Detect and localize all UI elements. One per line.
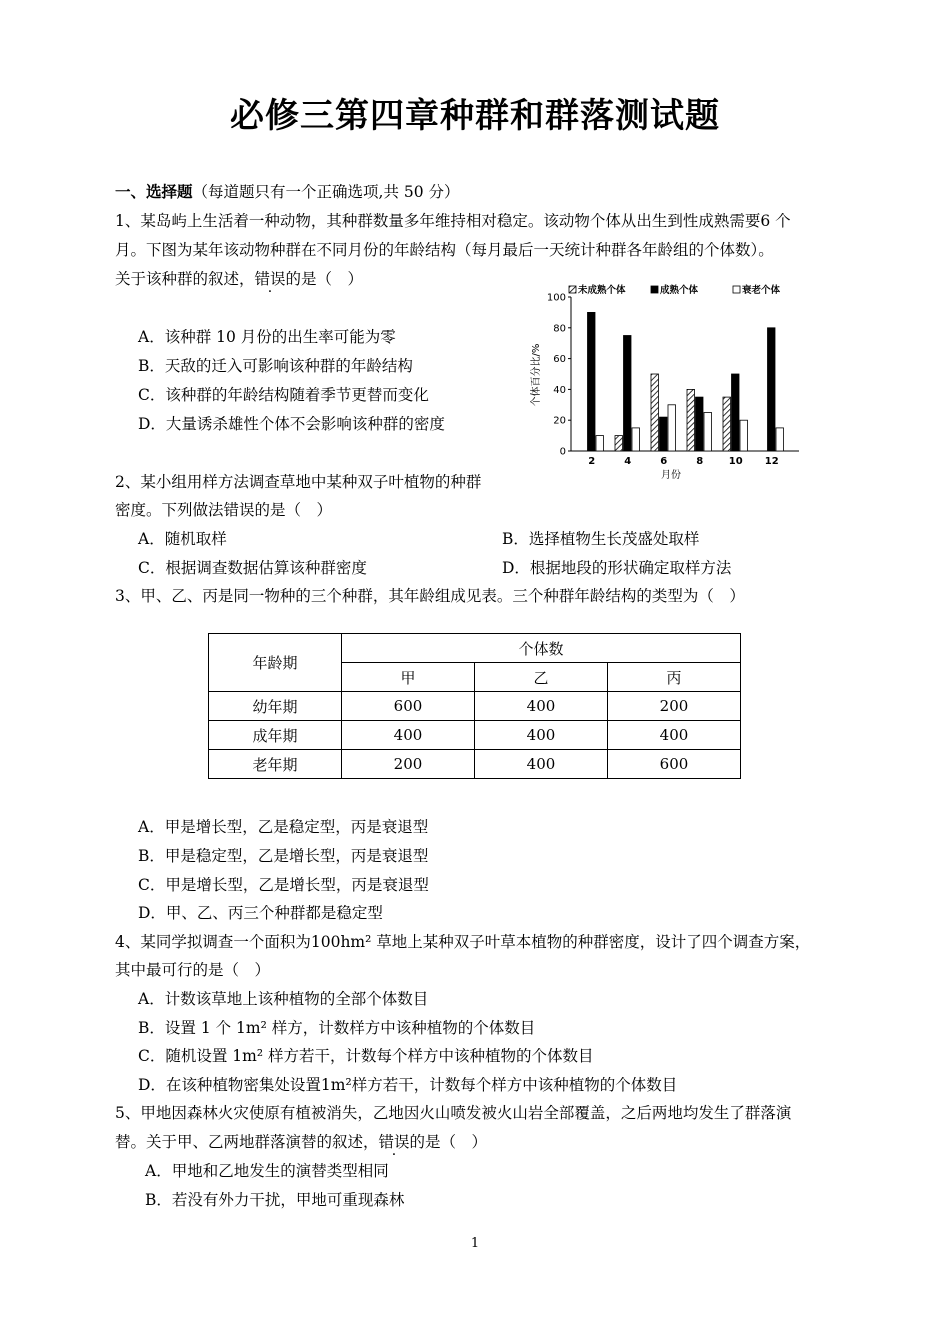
table-cell: 600 <box>608 750 741 779</box>
table-cell: 200 <box>608 692 741 721</box>
q1-line1: 1、某岛屿上生活着一种动物，其种群数量多年维持相对稳定。该动物个体从出生到性成熟需要6 个 <box>115 212 791 230</box>
bar <box>668 405 676 451</box>
legend-label: 未成熟个体 <box>578 285 626 296</box>
row-label: 老年期 <box>209 750 342 779</box>
q3-option-a: A．甲是增长型，乙是稳定型，丙是衰退型 <box>138 818 429 836</box>
q2-option-c: C．根据调查数据估算该种群密度 <box>138 559 367 577</box>
row-label: 幼年期 <box>209 692 342 721</box>
q5-stem: 替。关于甲、乙两地群落演替的叙述， <box>115 1133 379 1151</box>
q3-option-b: B．甲是稳定型，乙是增长型，丙是衰退型 <box>138 847 429 865</box>
q4-line1: 4、某同学拟调查一个面积为100hm² 草地上某种双子叶草本植物的种群密度，设计了四个调查方案， <box>115 933 811 951</box>
row-label: 成年期 <box>209 721 342 750</box>
x-tick-label: 12 <box>764 456 779 467</box>
q1-option-a: A．该种群 10 月份的出生率可能为零 <box>138 328 396 346</box>
table-cell: 400 <box>475 750 608 779</box>
q3-line1: 3、甲、乙、丙是同一物种的三个种群，其年龄组成见表。三个种群年龄结构的类型为（ ） <box>115 587 745 605</box>
q1-emphasis: 错误 <box>254 270 286 288</box>
q1-stem: 关于该种群的叙述， <box>115 270 255 288</box>
y-tick-label: 0 <box>559 446 566 458</box>
table-corner: 年龄期 <box>209 634 342 692</box>
y-tick-label: 40 <box>553 384 566 396</box>
x-tick-label: 10 <box>728 456 743 467</box>
table-row <box>209 692 741 721</box>
bar <box>776 428 784 451</box>
section-title: 一、选择题 <box>115 182 193 201</box>
bar <box>732 374 740 451</box>
bar <box>704 413 712 452</box>
bar <box>768 328 776 451</box>
table-group-header: 个体数 <box>342 634 741 663</box>
page-title: 必修三第四章种群和群落测试题 <box>230 96 720 136</box>
q2-option-b: B．选择植物生长茂盛处取样 <box>502 530 700 548</box>
q2-line2: 密度。下列做法错误的是（ ） <box>115 501 333 519</box>
bar <box>660 417 668 451</box>
q5-option-b: B．若没有外力干扰，甲地可重现森林 <box>145 1191 405 1209</box>
y-axis-label: 个体百分比/% <box>531 343 542 407</box>
q5-line2 <box>115 1130 487 1152</box>
x-tick-label: 2 <box>588 456 596 467</box>
q1-line2: 月。下图为某年该动物种群在不同月份的年龄结构（每月最后一天统计种群各年龄组的个体数）。 <box>115 241 774 259</box>
table-cell: 400 <box>475 721 608 750</box>
bar <box>740 420 748 451</box>
q5-line1: 5、甲地因森林火灾使原有植被消失，乙地因火山喷发被火山岩全部覆盖，之后两地均发生了群落演 <box>115 1104 792 1122</box>
q1-option-b: B．天敌的迁入可影响该种群的年龄结构 <box>138 357 413 375</box>
table-col-header: 甲 <box>342 663 475 692</box>
table-col-header: 丙 <box>608 663 741 692</box>
table-cell: 400 <box>608 721 741 750</box>
q5-emphasis: 错误 <box>378 1133 410 1151</box>
x-axis-label: 月份 <box>661 470 681 481</box>
table-row <box>209 750 741 779</box>
age-table <box>208 633 741 779</box>
chart-legend <box>569 284 781 296</box>
y-tick-label: 60 <box>553 354 566 366</box>
table-cell: 400 <box>475 692 608 721</box>
q4-option-d: D．在该种植物密集处设置1m²样方若干，计数每个样方中该种植物的个体数目 <box>138 1076 678 1094</box>
q4-option-b: B．设置 1 个 1m² 样方，计数样方中该种植物的个体数目 <box>138 1019 536 1037</box>
q4-line2: 其中最可行的是（ ） <box>115 961 271 979</box>
bar <box>632 428 640 451</box>
table-cell: 400 <box>342 721 475 750</box>
y-tick-label: 80 <box>553 323 566 335</box>
age-structure-chart <box>525 280 800 485</box>
q2-line1: 2、某小组用样方法调查草地中某种双子叶植物的种群 <box>115 473 482 491</box>
table-col-header: 乙 <box>475 663 608 692</box>
bar <box>588 312 596 451</box>
bar <box>651 374 659 451</box>
legend-label: 衰老个体 <box>742 285 781 296</box>
q4-option-a: A．计数该草地上该种植物的全部个体数目 <box>138 990 429 1008</box>
y-tick-label: 20 <box>553 415 566 427</box>
legend-label: 成熟个体 <box>660 285 699 296</box>
x-tick-label: 4 <box>624 456 632 467</box>
q1-option-c: C．该种群的年龄结构随着季节更替而变化 <box>138 386 429 404</box>
x-tick-label: 8 <box>696 456 704 467</box>
table-cell: 200 <box>342 750 475 779</box>
bar <box>696 397 704 451</box>
bar <box>624 336 632 452</box>
q3-option-d: D．甲、乙、丙三个种群都是稳定型 <box>138 904 383 922</box>
table-cell: 600 <box>342 692 475 721</box>
q2-option-d: D．根据地段的形状确定取样方法 <box>502 559 732 577</box>
legend-swatch <box>733 286 740 293</box>
bar <box>723 397 731 451</box>
q5-paren: 的是（ ） <box>409 1133 488 1151</box>
bar <box>687 389 695 451</box>
q1-option-d: D．大量诱杀雄性个体不会影响该种群的密度 <box>138 415 445 433</box>
q2-option-a: A．随机取样 <box>138 530 227 548</box>
bar <box>615 436 623 451</box>
q1-paren: 的是（ ） <box>285 270 364 288</box>
legend-swatch <box>651 286 658 293</box>
q1-line3 <box>115 267 363 289</box>
section-heading <box>115 180 460 202</box>
section-note: （每道题只有一个正确选项,共 50 分） <box>192 183 460 201</box>
q5-option-a: A．甲地和乙地发生的演替类型相同 <box>145 1162 389 1180</box>
q4-option-c: C．随机设置 1m² 样方若干，计数每个样方中该种植物的个体数目 <box>138 1047 594 1065</box>
x-tick-label: 6 <box>660 456 668 467</box>
bar <box>596 436 604 451</box>
table-row <box>209 721 741 750</box>
q3-option-c: C．甲是增长型，乙是增长型，丙是衰退型 <box>138 876 429 894</box>
page-number: 1 <box>470 1236 480 1251</box>
y-tick-label: 100 <box>546 292 566 304</box>
legend-swatch <box>569 286 576 293</box>
